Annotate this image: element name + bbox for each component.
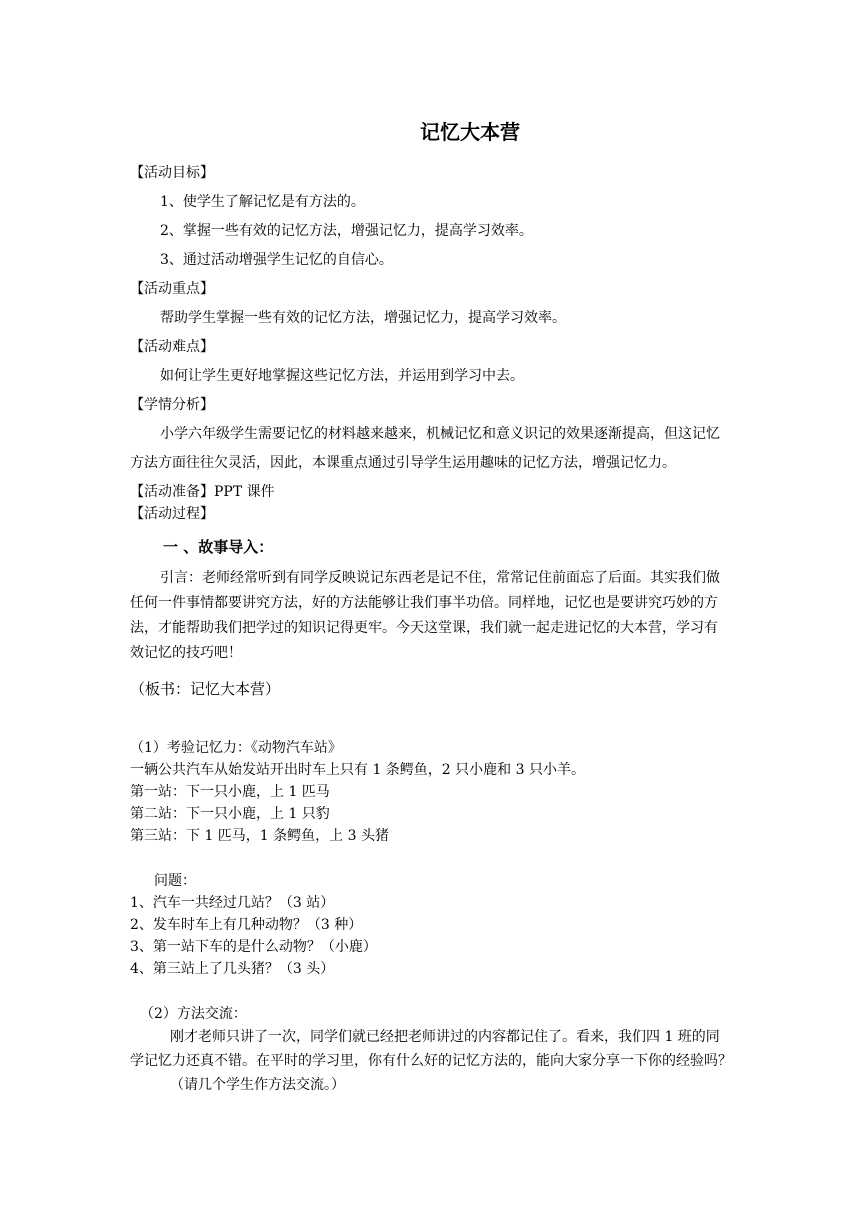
story-line: 第一站：下一只小鹿，上 1 匹马 <box>130 784 330 800</box>
goal-item: 2、掌握一些有效的记忆方法，增强记忆力，提高学习效率。 <box>160 223 533 239</box>
analysis-heading: 【学情分析】 <box>130 397 214 413</box>
goal-heading: 【活动目标】 <box>130 165 214 181</box>
story-line: 第三站：下 1 匹马，1 条鳄鱼，上 3 头猪 <box>130 828 389 844</box>
difficulty-heading: 【活动难点】 <box>130 339 214 355</box>
questions-heading: 问题： <box>154 873 196 889</box>
question-item: 2、发车时车上有几种动物？（3 种） <box>130 917 363 933</box>
page-title: 记忆大本营 <box>420 120 520 144</box>
prep-line: 【活动准备】PPT 课件 <box>130 484 275 500</box>
method-heading: （2）方法交流： <box>140 1006 247 1022</box>
process-heading: 【活动过程】 <box>130 506 214 522</box>
analysis-text-line: 方法方面往往欠灵活，因此，本课重点通过引导学生运用趣味的记忆方法，增强记忆力。 <box>130 455 676 471</box>
question-item: 4、第三站上了几头猪？（3 头） <box>130 961 335 977</box>
focus-text: 帮助学生掌握一些有效的记忆方法，增强记忆力，提高学习效率。 <box>160 310 566 326</box>
question-item: 3、第一站下车的是什么动物？（小鹿） <box>130 939 377 955</box>
story-line: 第二站：下一只小鹿，上 1 只豹 <box>130 806 330 822</box>
analysis-text-line: 小学六年级学生需要记忆的材料越来越来，机械记忆和意义识记的效果逐渐提高，但这记忆 <box>160 426 720 442</box>
intro-line: 法，才能帮助我们把学过的知识记得更牢。今天这堂课，我们就一起走进记忆的大本营，学习有 <box>130 620 718 636</box>
story-line: 一辆公共汽车从始发站开出时车上只有 1 条鳄鱼，2 只小鹿和 3 只小羊。 <box>130 762 585 778</box>
goal-item: 1、使学生了解记忆是有方法的。 <box>160 194 365 210</box>
goal-item: 3、通过活动增强学生记忆的自信心。 <box>160 252 393 268</box>
method-line: 学记忆力还真不错。在平时的学习里，你有什么好的记忆方法的，能向大家分享一下你的经验吗？ <box>130 1053 732 1069</box>
difficulty-text: 如何让学生更好地掌握这些记忆方法，并运用到学习中去。 <box>160 368 524 384</box>
question-item: 1、汽车一共经过几站？（3 站） <box>130 895 335 911</box>
step1-heading: 一 、故事导入： <box>163 538 274 556</box>
method-line: 刚才老师只讲了一次，同学们就已经把老师讲过的内容都记住了。看来，我们四 1 班的同 <box>170 1029 720 1045</box>
focus-heading: 【活动重点】 <box>130 281 214 297</box>
intro-line: 任何一件事情都要讲究方法，好的方法能够让我们事半功倍。同样地，记忆也是要讲究巧妙的方 <box>130 595 718 611</box>
intro-line: 效记忆的技巧吧！ <box>130 645 242 661</box>
method-line: （请几个学生作方法交流。） <box>170 1077 345 1093</box>
board-note: （板书：记忆大本营） <box>130 680 281 698</box>
intro-line: 引言：老师经常听到有同学反映说记东西老是记不住，常常记住前面忘了后面。其实我们做 <box>160 570 720 586</box>
test-heading: （1）考验记忆力：《动物汽车站》 <box>130 740 342 756</box>
